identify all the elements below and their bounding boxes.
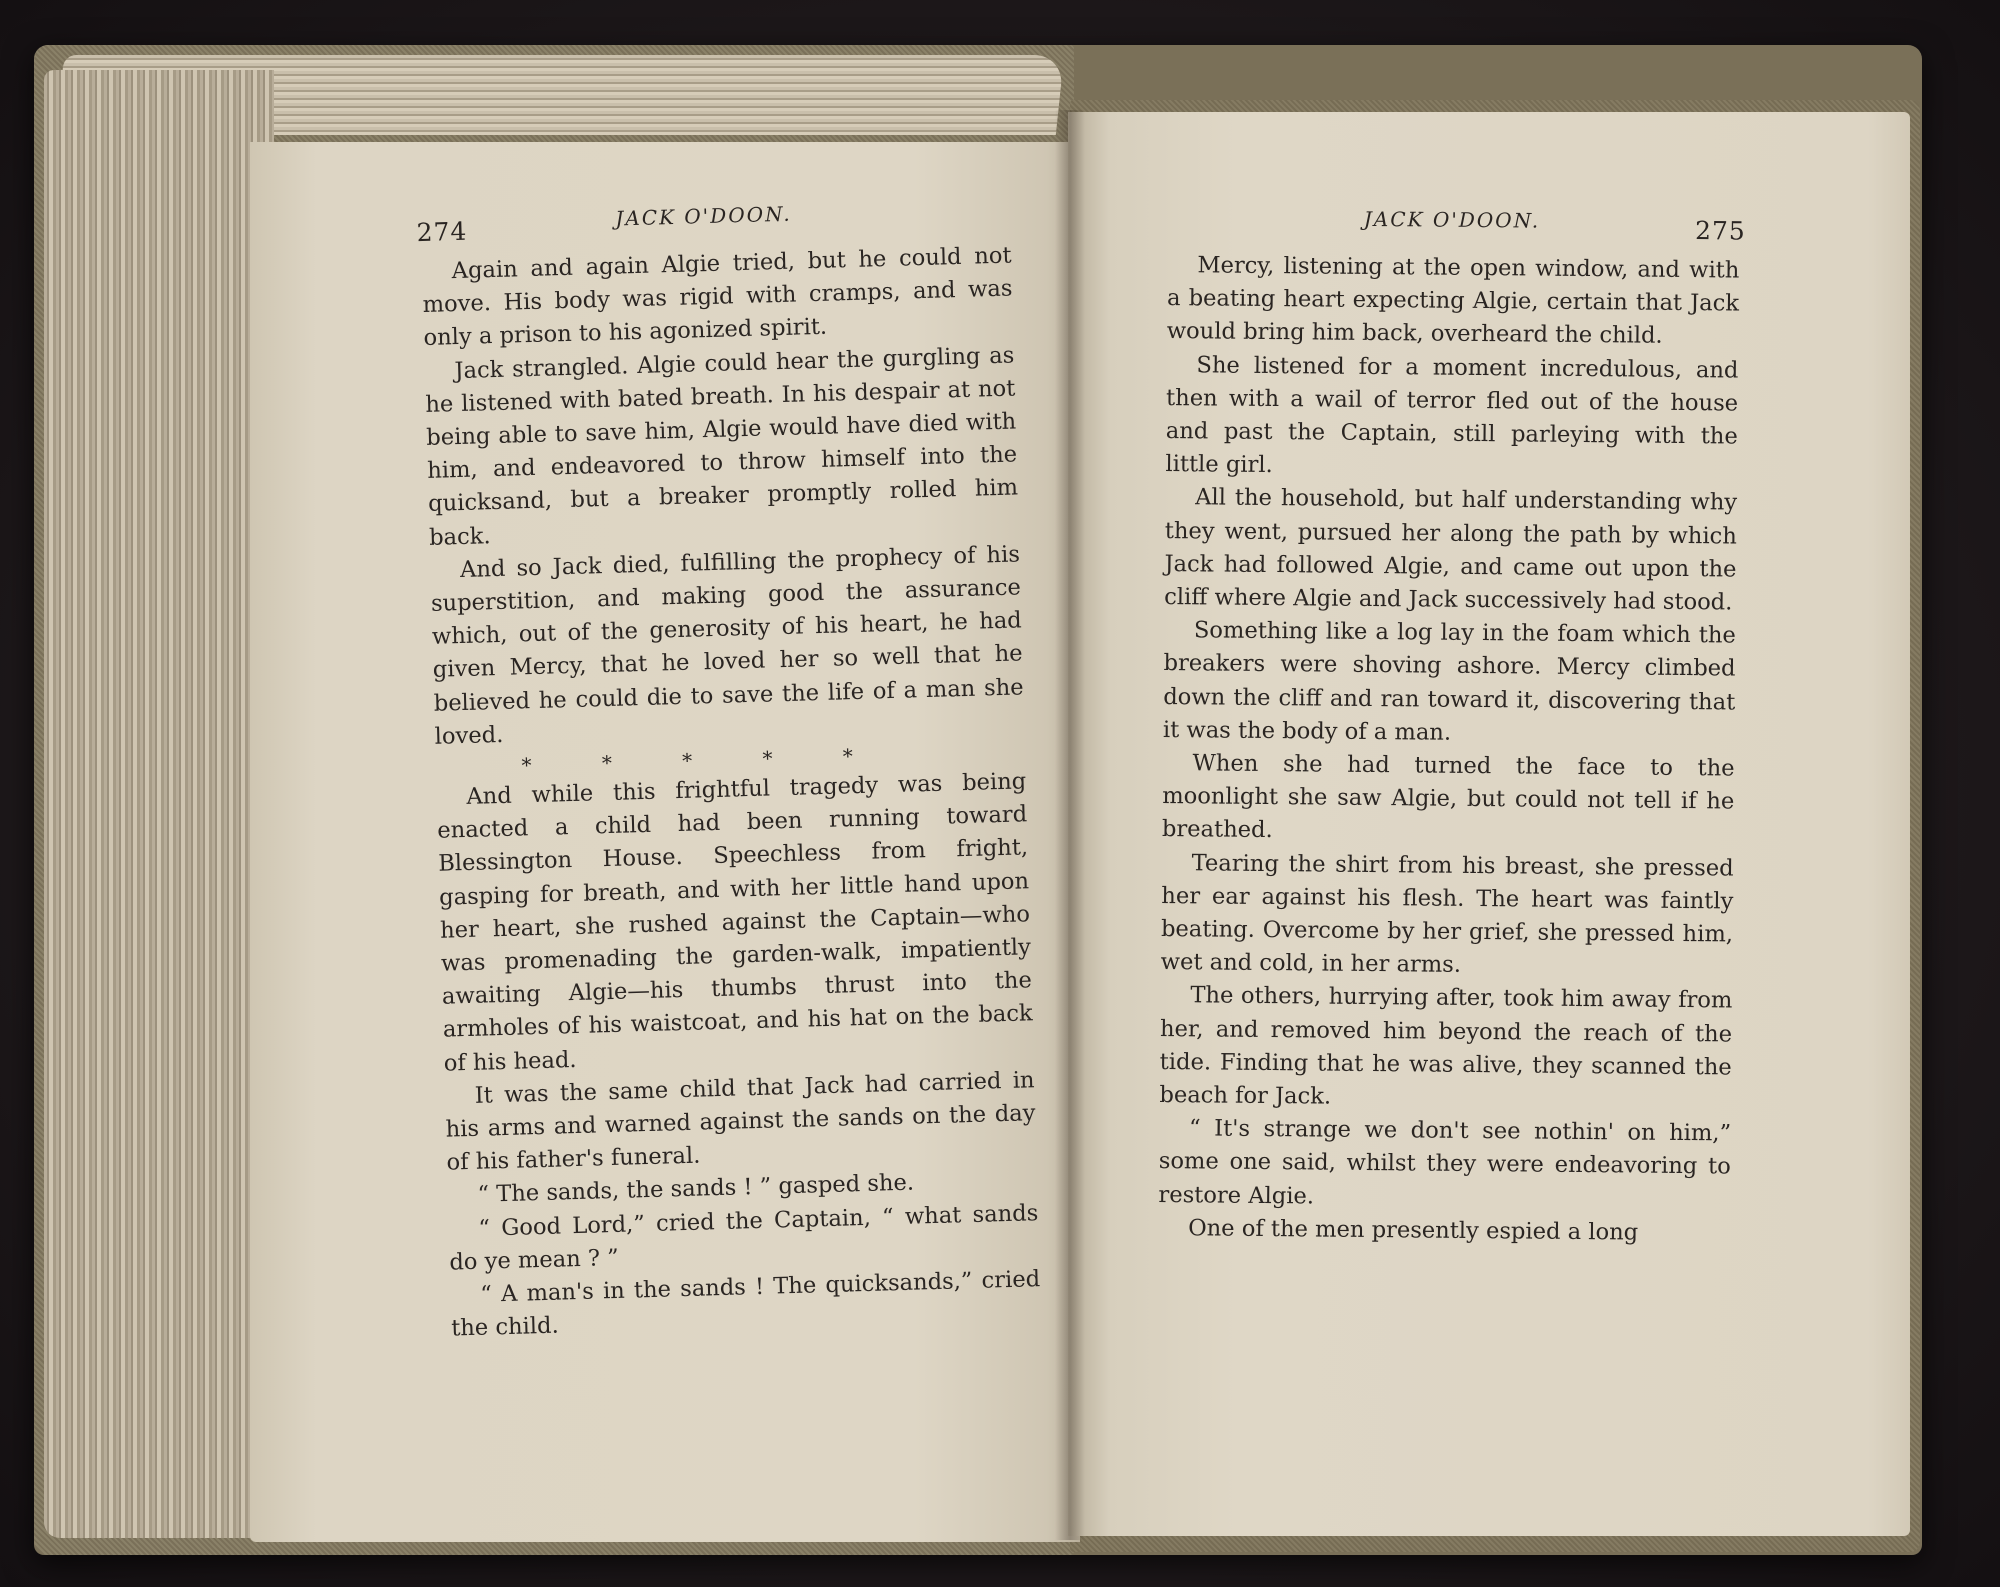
running-head: JACK O'DOON. xyxy=(614,201,792,231)
right-page-text xyxy=(1158,203,1746,1251)
paragraph: All the household, but half understanding why they went, pursued her along the path by which Jack had followed Algie, and came out upon the cliff where Algie and Jack successively had stood. xyxy=(1164,484,1738,616)
paragraph: Something like a log lay in the foam which the breakers were shoving ashore. Mercy climbed down the cliff and ran toward it, discovering that it was the body of a man. xyxy=(1162,617,1736,746)
paragraph: And so Jack died, fulfilling the prophecy of his superstition, and making good the assurance which, out of the generosity of his heart, he had given Mercy, that he loved her so well that he believed he could die to save the life of a man she loved. xyxy=(430,541,1024,750)
paragraph: She listened for a moment incredulous, and then with a wail of terror fled out of the house and past the Captain, still parleying with the little girl. xyxy=(1165,351,1739,479)
paragraph: “ It's strange we don't see nothin' on him,” some one said, whilst they were endeavoring to restore Algie. xyxy=(1158,1115,1732,1210)
page-number: 274 xyxy=(416,216,468,248)
book-gutter xyxy=(1055,110,1085,1540)
paragraph: Tearing the shirt from his breast, she pressed her ear against his flesh. The heart was faintly beating. Overcome by her grief, she pressed him, wet and cold, in her arms. xyxy=(1160,849,1734,979)
paragraph: Again and again Algie tried, but he could not move. His body was rigid with cramps, and was only a prison to his agonized spirit. xyxy=(422,242,1013,352)
paragraph: “ The sands, the sands ! ” gasped she. xyxy=(477,1170,915,1209)
right-page-header xyxy=(1168,203,1746,254)
left-page-text xyxy=(416,194,1042,1347)
paragraph: One of the men presently espied a long xyxy=(1188,1215,1639,1246)
page-number: 275 xyxy=(1694,216,1746,246)
paragraph: When she had turned the face to the moonlight she saw Algie, but could not tell if he breathed. xyxy=(1161,750,1735,844)
paragraph: “ A man's in the sands ! The quicksands,” cried the child. xyxy=(450,1266,1041,1342)
paragraph: Jack strangled. Algie could hear the gurgling as he listened with bated breath. In his despair at not being able to save him, Algie would have died with him, and endeavored to throw himself into the quicksand, but a breaker promptly rolled him back. xyxy=(425,342,1019,551)
page-edges-side xyxy=(44,70,274,1538)
section-break: * * * * * xyxy=(521,744,856,778)
paragraph: The others, hurrying after, took him away from her, and removed him beyond the reach of the tide. Finding that he was alive, they scanned the beach for Jack. xyxy=(1159,982,1733,1110)
running-head: JACK O'DOON. xyxy=(1363,206,1541,233)
paragraph: It was the same child that Jack had carried in his arms and warned against the sands on the day of his father's funeral. xyxy=(445,1067,1036,1176)
paragraph: “ Good Lord,” cried the Captain, “ what sands do ye mean ? ” xyxy=(449,1199,1039,1276)
paragraph: Mercy, listening at the open window, and with a beating heart expecting Algie, certain that Jack would bring him back, overheard the child. xyxy=(1166,252,1740,350)
paragraph: And while this frightful tragedy was being enacted a child had been running toward Blessington House. Speechless from fright, gasping for breath, and with her little hand upon her heart, she rushed against the Captain—who was promenading the garden-walk, impatiently awaiting Algie—his thumbs thrust into the armholes of his waistcoat, and his hat on the back of his head. xyxy=(436,768,1034,1077)
